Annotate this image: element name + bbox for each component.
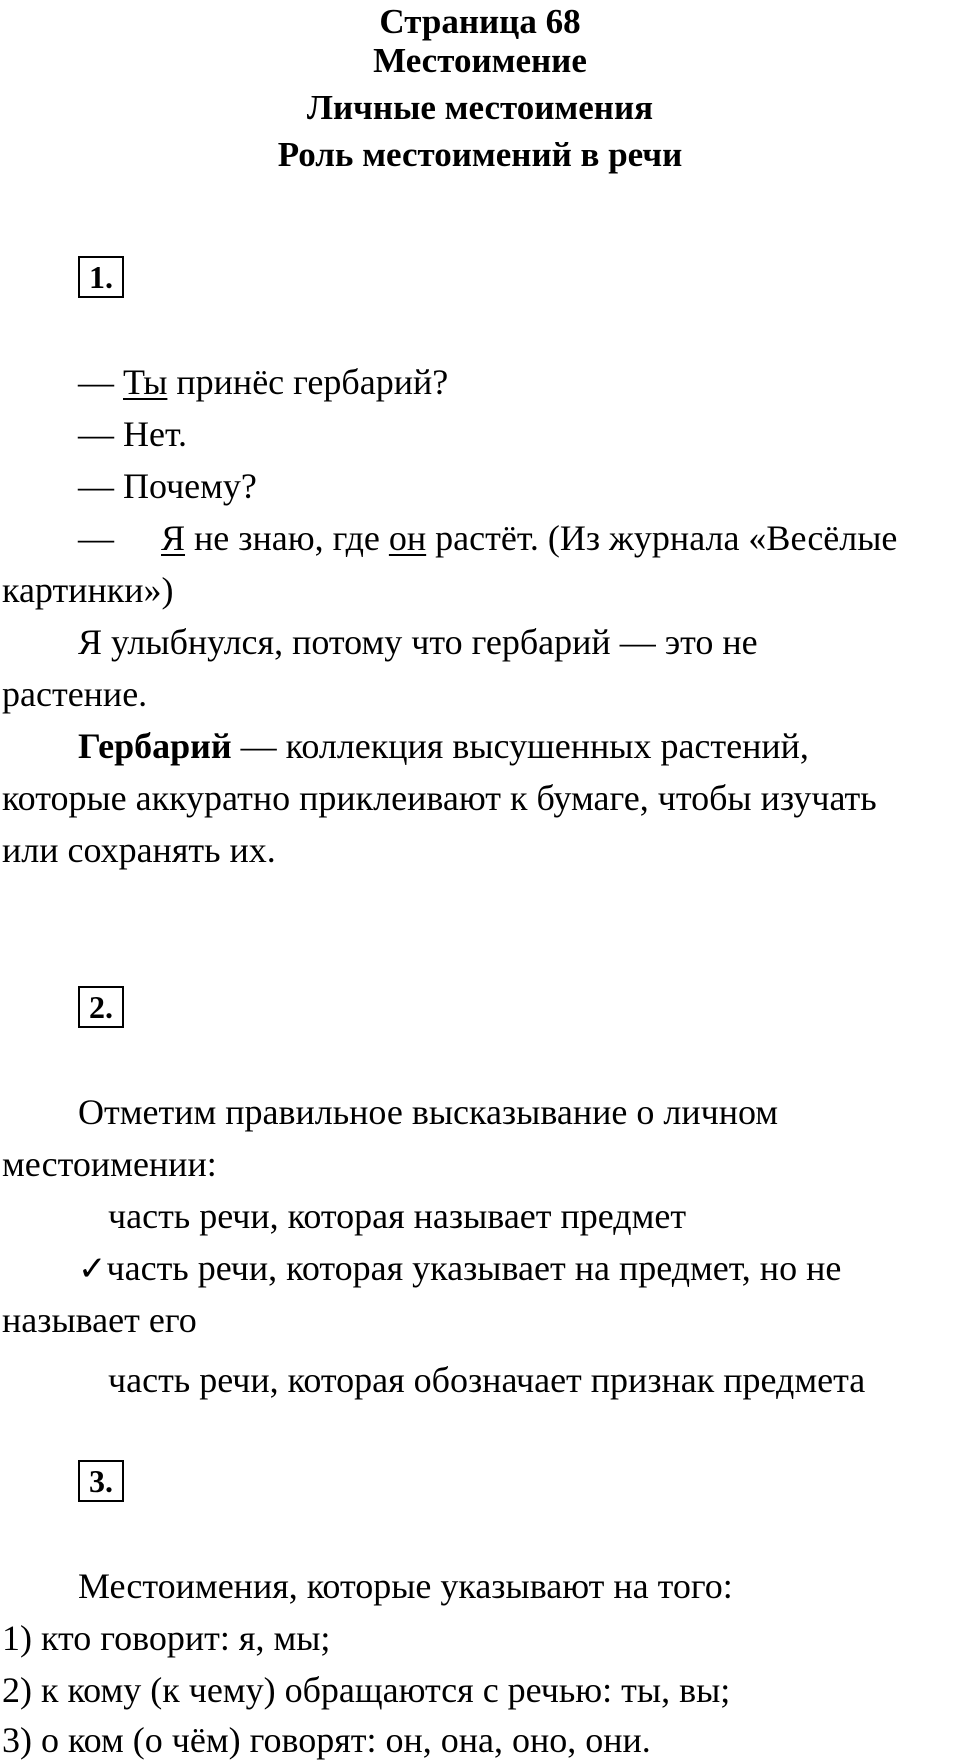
- pronoun-ty: Ты: [123, 362, 168, 402]
- subtopic-title: Личные местоимения: [306, 88, 654, 127]
- topic-title: Местоимение: [373, 41, 587, 80]
- task-2-number: 2.: [78, 986, 124, 1028]
- dash: —: [78, 362, 114, 402]
- definition-term: Гербарий: [78, 726, 232, 766]
- list-item: 3) о ком (о чём) говорят: он, она, оно, они.: [2, 1720, 651, 1760]
- dialogue-line-4-middle: не знаю, где: [185, 518, 389, 558]
- dialogue-line-1: [78, 360, 448, 404]
- dialogue-line-1-text: принёс гербарий?: [167, 362, 449, 402]
- dialogue-line-4: [78, 516, 897, 560]
- option-2-continued: называет его: [2, 1300, 197, 1340]
- definition-line-1: [78, 724, 809, 768]
- list-item: 2) к кому (к чему) обращаются с речью: ты, вы;: [2, 1670, 731, 1710]
- option-2: [78, 1246, 841, 1291]
- checkmark-icon: ✓: [78, 1249, 107, 1289]
- task-2-intro-line-1: Отметим правильное высказывание о личном: [78, 1092, 779, 1132]
- dash: —: [78, 518, 114, 558]
- list-item: 1) кто говорит: я, мы;: [2, 1618, 331, 1658]
- narrative-line-1: Я улыбнулся, потому что гербарий — это не: [78, 622, 758, 662]
- definition-text: — коллекция высушенных растений,: [231, 726, 809, 766]
- task-3-intro: Местоимения, которые указывают на того:: [78, 1566, 733, 1606]
- dialogue-line-3: — Почему?: [78, 466, 257, 506]
- task-1-number: 1.: [78, 256, 124, 298]
- pronoun-on: он: [388, 518, 427, 558]
- pronoun-ya: Я: [161, 518, 186, 558]
- task-2-intro-line-2: местоимении:: [2, 1144, 217, 1184]
- task-3-number: 3.: [78, 1460, 124, 1502]
- narrative-line-2: растение.: [2, 674, 148, 714]
- section-title: Роль местоимений в речи: [277, 135, 683, 174]
- option-2-text: часть речи, которая указывает на предмет, но не: [106, 1248, 842, 1288]
- definition-line-2: которые аккуратно приклеивают к бумаге, чтобы изучать: [2, 778, 877, 818]
- dialogue-line-5: картинки»): [2, 570, 174, 610]
- dialogue-line-4-text: растёт. (Из журнала «Весёлые: [426, 518, 898, 558]
- page-number-title: Страница 68: [379, 2, 581, 41]
- dialogue-line-2: — Нет.: [78, 414, 188, 454]
- definition-line-3: или сохранять их.: [2, 830, 276, 870]
- option-1: часть речи, которая называет предмет: [108, 1196, 687, 1236]
- option-3: часть речи, которая обозначает признак предмета: [108, 1360, 866, 1400]
